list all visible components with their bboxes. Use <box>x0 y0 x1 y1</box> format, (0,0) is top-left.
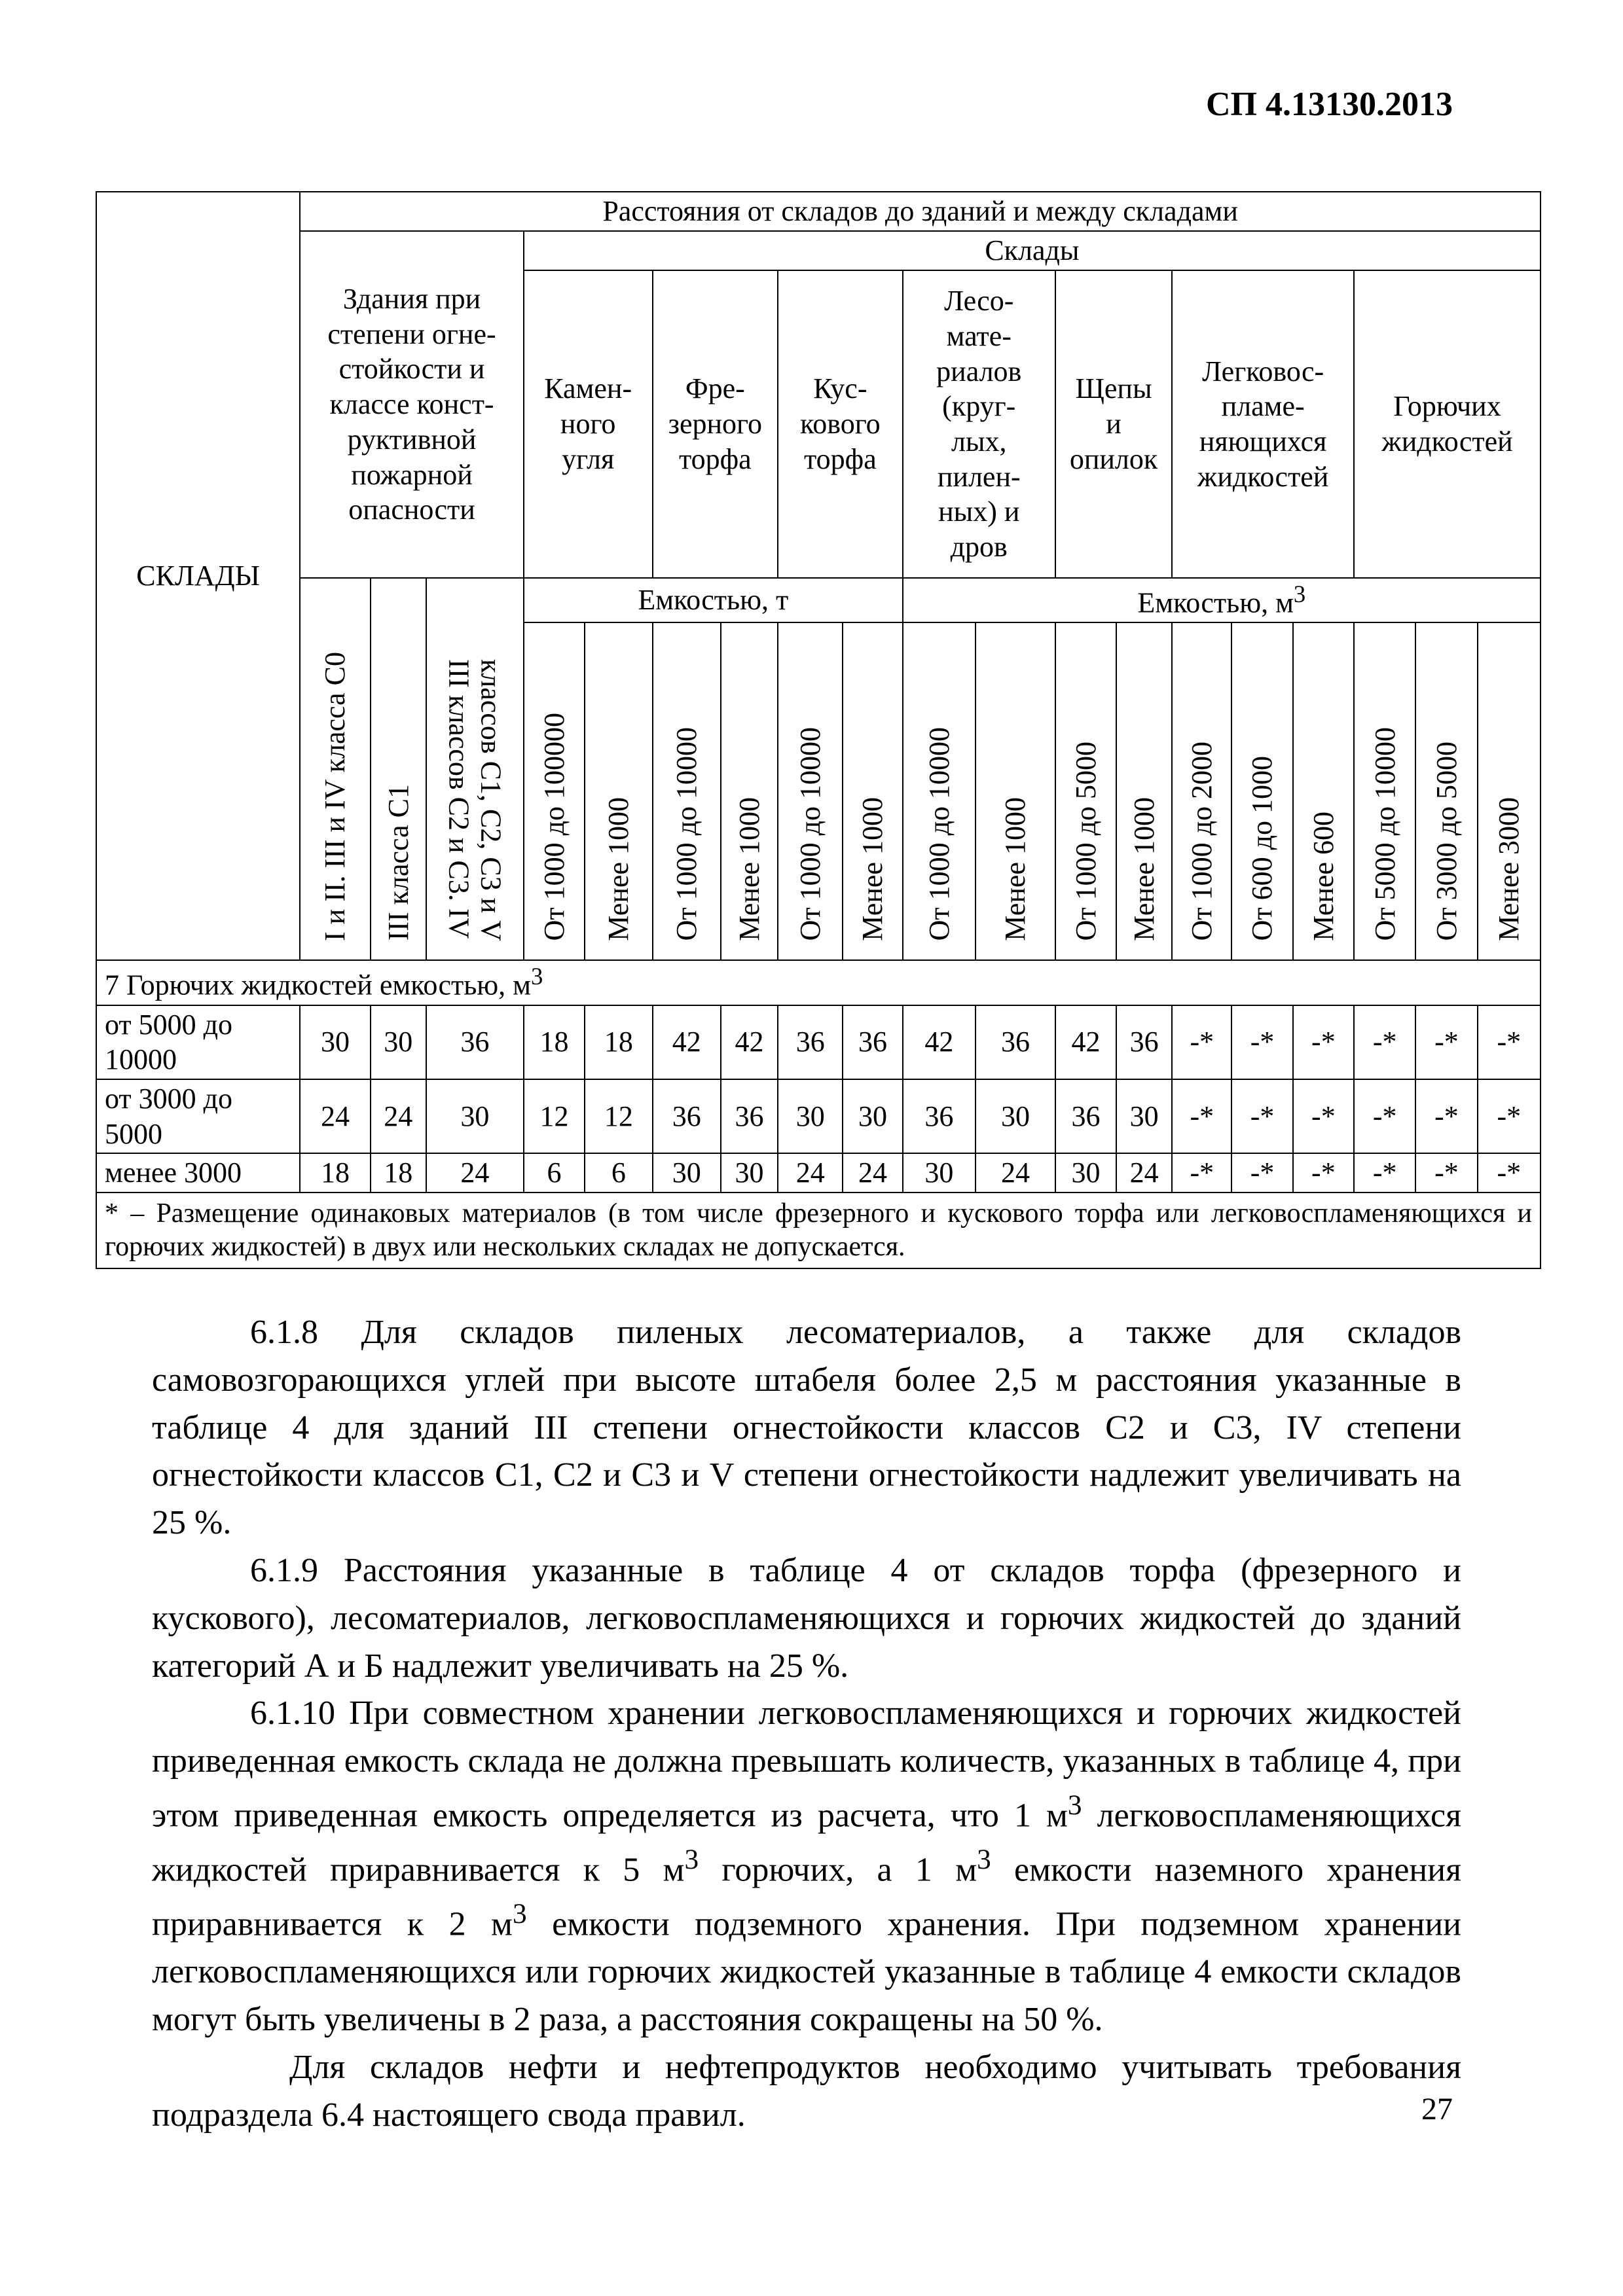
body-text <box>152 1309 1461 2140</box>
group-lump-peat: Кус- кового торфа <box>778 270 903 578</box>
capacity-col: От 3000 до 5000 <box>1415 622 1477 960</box>
group-chips: Щепы и опилок <box>1055 270 1172 578</box>
table-row <box>96 1153 1541 1193</box>
distances-table <box>96 191 1541 1269</box>
document-code: СП 4.13130.2013 <box>1206 86 1453 123</box>
capacity-col: От 1000 до 100000 <box>524 622 585 960</box>
group-coal: Камен- ного угля <box>524 270 653 578</box>
cell: -* <box>1478 1005 1541 1079</box>
cell: 36 <box>721 1079 778 1153</box>
capacity-col: Менее 1000 <box>976 622 1055 960</box>
cell: 36 <box>1055 1079 1116 1153</box>
cell: 18 <box>524 1005 585 1079</box>
row-label: от 3000 до 5000 <box>96 1079 300 1153</box>
cell: -* <box>1231 1005 1292 1079</box>
cell: -* <box>1172 1005 1231 1079</box>
warehouses-header: Склады <box>524 231 1541 270</box>
cell: 18 <box>300 1153 370 1193</box>
capacity-col: От 1000 до 5000 <box>1055 622 1116 960</box>
cell: 42 <box>1055 1005 1116 1079</box>
capacity-col: Менее 600 <box>1293 622 1354 960</box>
corner-label: СКЛАДЫ <box>96 192 300 960</box>
cell: -* <box>1293 1153 1354 1193</box>
cell: -* <box>1415 1005 1477 1079</box>
cell: -* <box>1172 1079 1231 1153</box>
group-flammable-liquids: Легковос- пламе- няющихся жидкостей <box>1172 270 1354 578</box>
cell: -* <box>1415 1079 1477 1153</box>
capacity-col: От 600 до 1000 <box>1231 622 1292 960</box>
capacity-col: Менее 1000 <box>1116 622 1172 960</box>
cell: 30 <box>371 1005 426 1079</box>
cell: 30 <box>653 1153 721 1193</box>
cell: 30 <box>1116 1079 1172 1153</box>
row-label: от 5000 до 10000 <box>96 1005 300 1079</box>
building-col-1: I и II. III и IV класса С0 <box>300 578 370 960</box>
cell: 36 <box>426 1005 524 1079</box>
cell: -* <box>1354 1079 1415 1153</box>
table-row <box>96 1079 1541 1153</box>
capacity-col: Менее 3000 <box>1478 622 1541 960</box>
top-header: Расстояния от складов до зданий и между складами <box>300 192 1541 231</box>
capacity-col: Менее 1000 <box>843 622 902 960</box>
buildings-header: Здания при степени огне- стойкости и классе конст- руктивной пожарной опасности <box>300 231 524 578</box>
capacity-tons-header: Емкостью, т <box>524 578 903 622</box>
cell: 24 <box>976 1153 1055 1193</box>
cell: 36 <box>778 1005 843 1079</box>
cell: 12 <box>524 1079 585 1153</box>
page-number: 27 <box>1421 2092 1453 2126</box>
capacity-col: Менее 1000 <box>721 622 778 960</box>
cell: 30 <box>843 1079 902 1153</box>
cell: 30 <box>1055 1153 1116 1193</box>
cell: 30 <box>300 1005 370 1079</box>
row-label: менее 3000 <box>96 1153 300 1193</box>
capacity-m3-header: Емкостью, $м^3$ <box>903 578 1541 622</box>
cell: 36 <box>903 1079 976 1153</box>
cell: 30 <box>721 1153 778 1193</box>
cell: -* <box>1354 1153 1415 1193</box>
paragraph-6-1-8: 6.1.8 Для складов пиленых лесоматериалов, а также для складов самовозгорающихся углей при высоте штабеля более 2,5 м расстояния указанные в таблице 4 для зданий III степени огнестойкости классов С2 и С3, IV степени огнестойкости классов С1, С2 и С3 и V степени огнестойкости надлежит увеличивать на 25 %. <box>152 1314 1461 1542</box>
cell: 24 <box>778 1153 843 1193</box>
cell: 42 <box>721 1005 778 1079</box>
cell: 36 <box>1116 1005 1172 1079</box>
capacity-col: От 1000 до 10000 <box>903 622 976 960</box>
group-milled-peat: Фре- зерного торфа <box>653 270 778 578</box>
cell: -* <box>1231 1079 1292 1153</box>
cell: -* <box>1478 1153 1541 1193</box>
capacity-col: Менее 1000 <box>585 622 652 960</box>
section-header: 7 Горючих жидкостей емкостью, $м^3$ <box>96 960 1541 1005</box>
cell: -* <box>1172 1153 1231 1193</box>
cell: 12 <box>585 1079 652 1153</box>
cell: 18 <box>371 1153 426 1193</box>
cell: 18 <box>585 1005 652 1079</box>
cell: -* <box>1293 1079 1354 1153</box>
cell: 42 <box>903 1005 976 1079</box>
cell: 30 <box>976 1079 1055 1153</box>
cell: 24 <box>426 1153 524 1193</box>
cell: 6 <box>585 1153 652 1193</box>
cell: 30 <box>778 1079 843 1153</box>
capacity-col: От 1000 до 2000 <box>1172 622 1231 960</box>
paragraph-oil-storage: Для складов нефти и нефтепродуктов необходимо учитывать требования подраздела 6.4 настоящего свода правил. <box>152 2048 1461 2134</box>
cell: 24 <box>300 1079 370 1153</box>
group-combustible-liquids: Горючих жидкостей <box>1354 270 1541 578</box>
paragraph-6-1-9: 6.1.9 Расстояния указанные в таблице 4 от складов торфа (фрезерного и кускового), лесоматериалов, легковоспламеняющихся и горючих жидкостей до зданий категорий А и Б надлежит увеличивать на 25 %. <box>152 1551 1461 1685</box>
building-col-3: III классов С2 и С3. IV классов С1, С2, С3 и V <box>426 578 524 960</box>
capacity-col: От 1000 до 10000 <box>653 622 721 960</box>
table-row <box>96 1005 1541 1079</box>
cell: -* <box>1478 1079 1541 1153</box>
cell: 24 <box>1116 1153 1172 1193</box>
cell: 36 <box>843 1005 902 1079</box>
cell: 30 <box>426 1079 524 1153</box>
cell: -* <box>1354 1005 1415 1079</box>
cell: 42 <box>653 1005 721 1079</box>
table-footnote: * – Размещение одинаковых материалов (в том числе фрезерного и кускового торфа или легковоспламеняющихся и горючих жидкостей) в двух или нескольких складах не допускается. <box>96 1193 1541 1268</box>
cell: -* <box>1231 1153 1292 1193</box>
cell: -* <box>1293 1005 1354 1079</box>
cell: 24 <box>843 1153 902 1193</box>
cell: 36 <box>653 1079 721 1153</box>
paragraph-6-1-10: 6.1.10 При совместном хранении легковоспламеняющихся и горючих жидкостей приведенная емкость склада не должна превышать количеств, указанных в таблице 4, при этом приведенная емкость определяется из расчета, что 1 $м^3$ легковоспламеняющихся жидкостей приравнивается к 5 $м^3$ горючих, а 1 $м^3$ емкости наземного хранения приравнивается к 2 $м^3$ емкости подземного хранения. При подземном хранении легковоспламеняющихся или горючих жидкостей указанные в таблице 4 емкости складов могут быть увеличены в 2 раза, а расстояния сокращены на 50 %. <box>152 1695 1462 2039</box>
cell: 30 <box>903 1153 976 1193</box>
capacity-col: От 1000 до 10000 <box>778 622 843 960</box>
cell: 6 <box>524 1153 585 1193</box>
cell: 24 <box>371 1079 426 1153</box>
building-col-2: III класса С1 <box>371 578 426 960</box>
cell: -* <box>1415 1153 1477 1193</box>
group-timber: Лесо- мате- риалов (круг- лых, пилен- ных) и дров <box>903 270 1055 578</box>
cell: 36 <box>976 1005 1055 1079</box>
capacity-col: От 5000 до 10000 <box>1354 622 1415 960</box>
